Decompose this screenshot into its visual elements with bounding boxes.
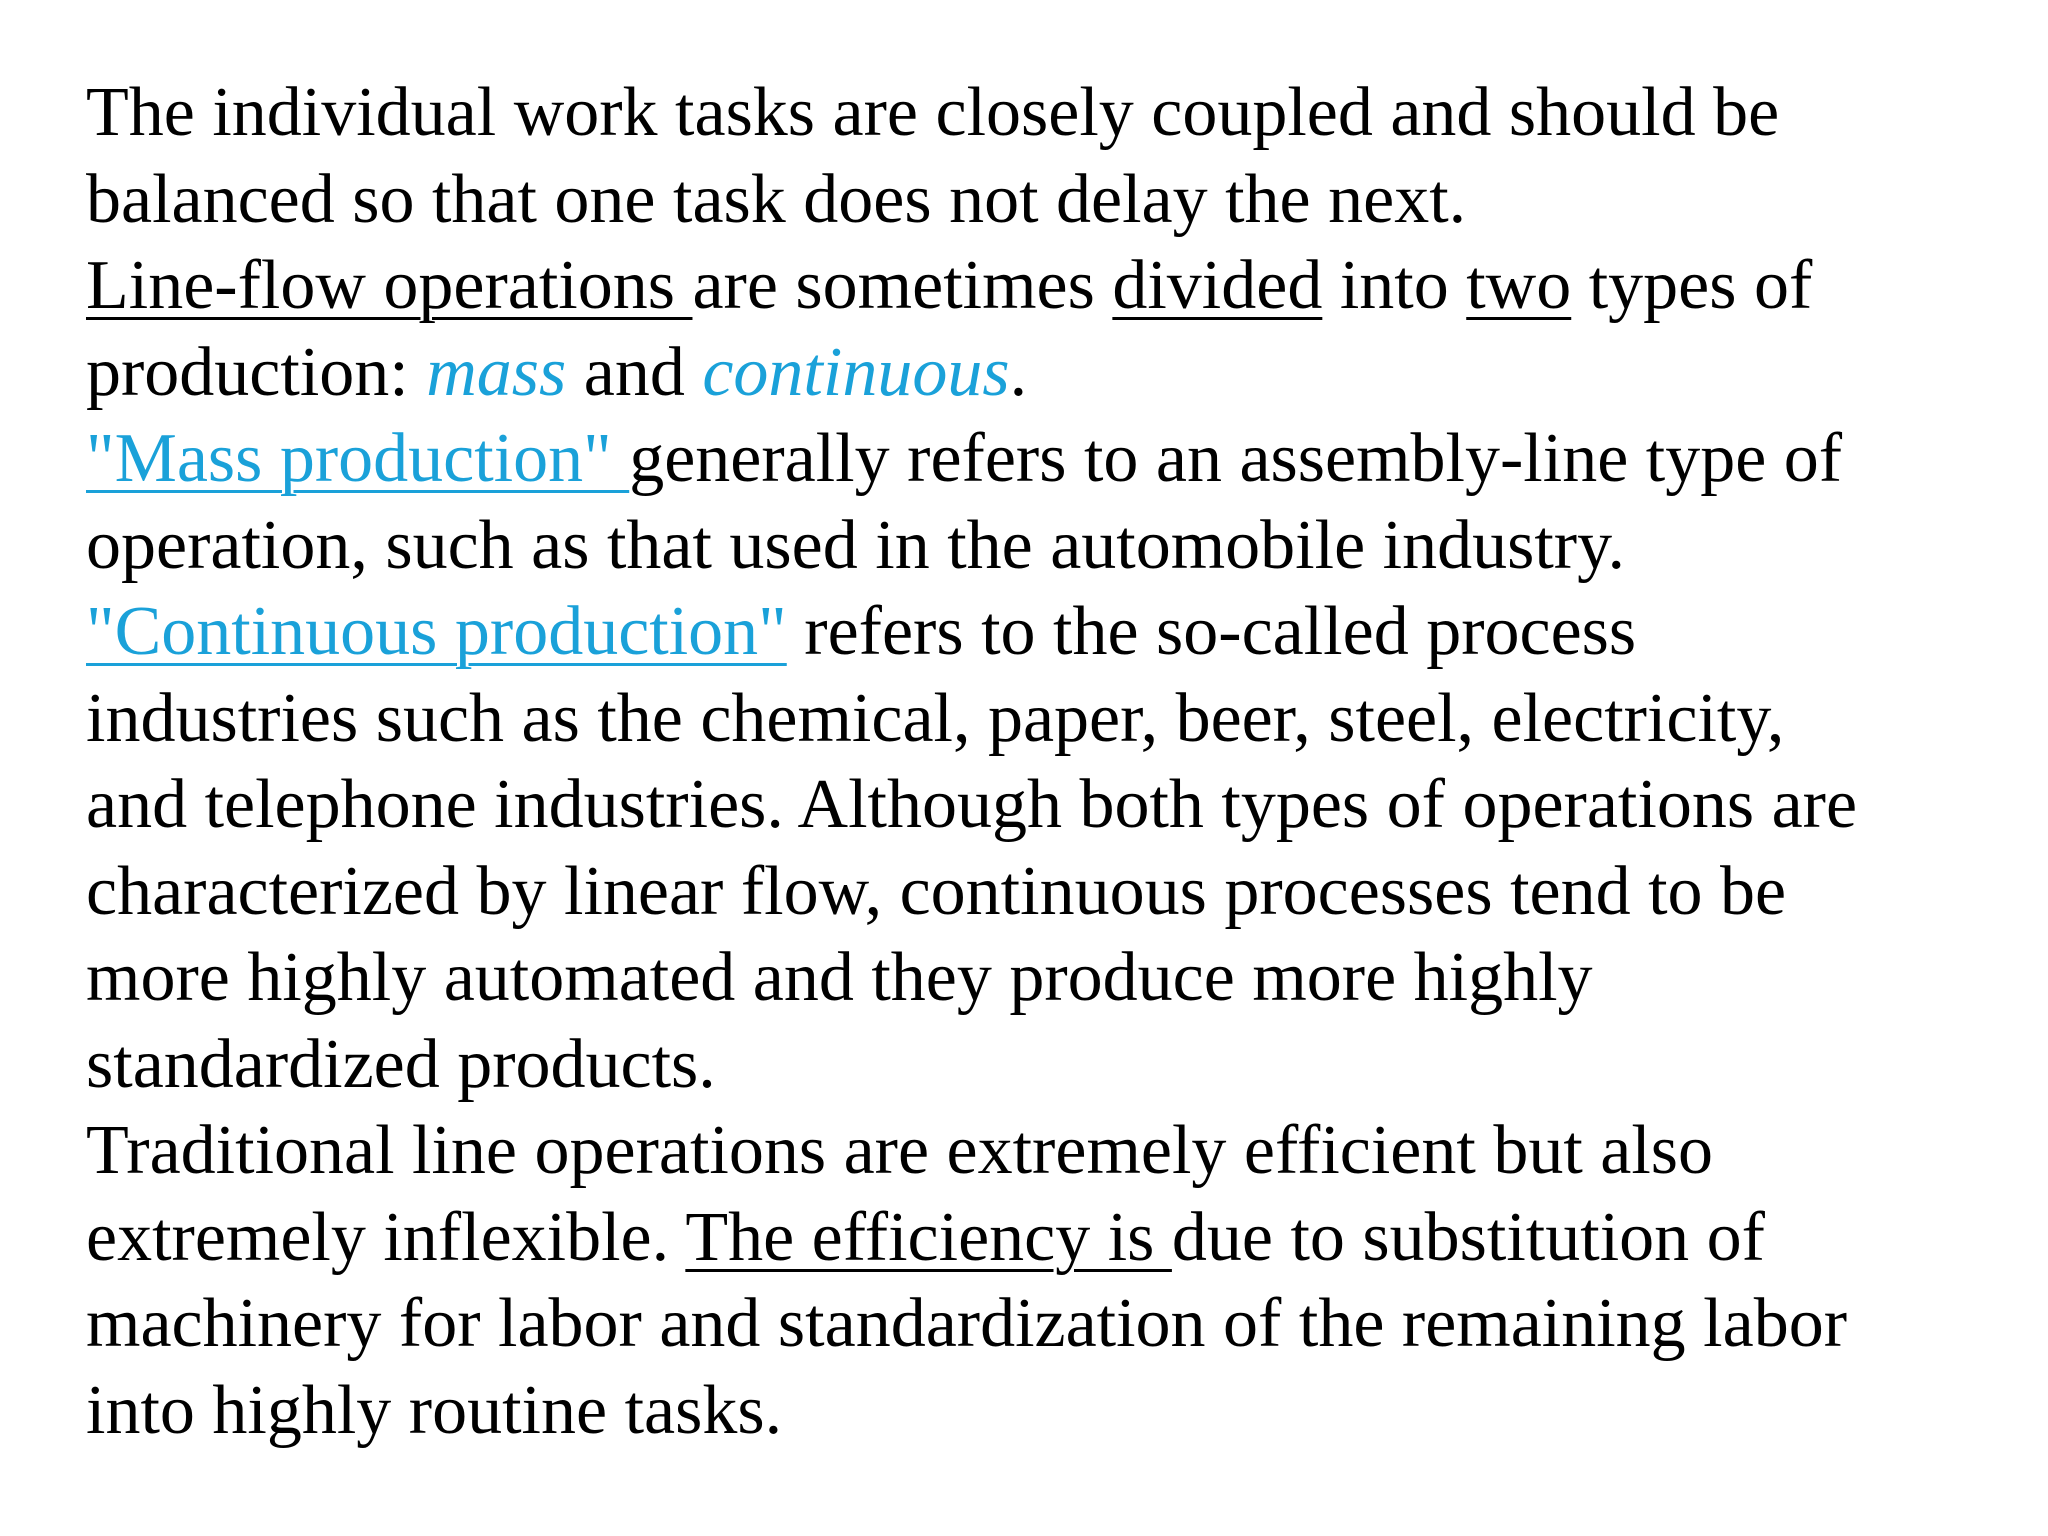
paragraph-traditional-line-3: machinery for labor and standardization of the remaining labor xyxy=(86,1285,1848,1362)
slide-body-text xyxy=(86,70,2006,1454)
paragraph-continuous-production-line-1 xyxy=(86,589,2006,676)
text-and: and xyxy=(566,333,703,411)
underlined-line-flow-operations: Line-flow operations xyxy=(86,247,693,324)
continuous-production-link[interactable]: "Continuous production" xyxy=(86,593,787,670)
text-extremely-inflexible: extremely inflexible. xyxy=(86,1198,686,1276)
paragraph-continuous-production-line-6: standardized products. xyxy=(86,1025,716,1103)
text-generally-refers: generally refers to an assembly-line type of xyxy=(629,420,1843,497)
text-period: . xyxy=(1009,333,1028,411)
paragraph-mass-production-line-2: operation, such as that used in the automobile industry. xyxy=(86,506,1626,584)
paragraph-line-flow-line-2 xyxy=(86,330,2006,417)
paragraph-line-flow-line-1 xyxy=(86,243,2006,330)
paragraph-traditional-line-1: Traditional line operations are extremely efficient but also xyxy=(86,1112,1714,1189)
paragraph-continuous-production-line-3: and telephone industries. Although both types of operations are xyxy=(86,766,1858,843)
text-into: into xyxy=(1322,247,1467,324)
text-refers-to-process: refers to the so-called process xyxy=(786,593,1637,670)
text-production: production: xyxy=(86,333,427,411)
paragraph-coupled-tasks-line-2: balanced so that one task does not delay the next. xyxy=(86,160,1467,238)
paragraph-mass-production-line-1 xyxy=(86,416,2006,503)
text-types-of: types of xyxy=(1571,247,1813,324)
underlined-two: two xyxy=(1466,247,1572,324)
term-mass: mass xyxy=(426,333,567,411)
paragraph-coupled-tasks-line-1: The individual work tasks are closely coupled and should be xyxy=(86,74,1780,151)
text-are-sometimes: are sometimes xyxy=(692,247,1113,324)
underlined-divided: divided xyxy=(1112,247,1323,324)
paragraph-continuous-production-line-5: more highly automated and they produce more highly xyxy=(86,939,1593,1016)
term-continuous: continuous xyxy=(702,333,1010,411)
paragraph-continuous-production-line-2: industries such as the chemical, paper, beer, steel, electricity, xyxy=(86,679,1785,757)
underlined-the-efficiency-is: The efficiency is xyxy=(685,1198,1172,1276)
paragraph-traditional-line-4: into highly routine tasks. xyxy=(86,1371,783,1449)
paragraph-traditional-line-2 xyxy=(86,1195,2006,1282)
paragraph-continuous-production-line-4: characterized by linear flow, continuous processes tend to be xyxy=(86,852,1787,930)
text-due-to-substitution: due to substitution of xyxy=(1171,1198,1765,1276)
mass-production-link[interactable]: "Mass production" xyxy=(86,420,630,497)
